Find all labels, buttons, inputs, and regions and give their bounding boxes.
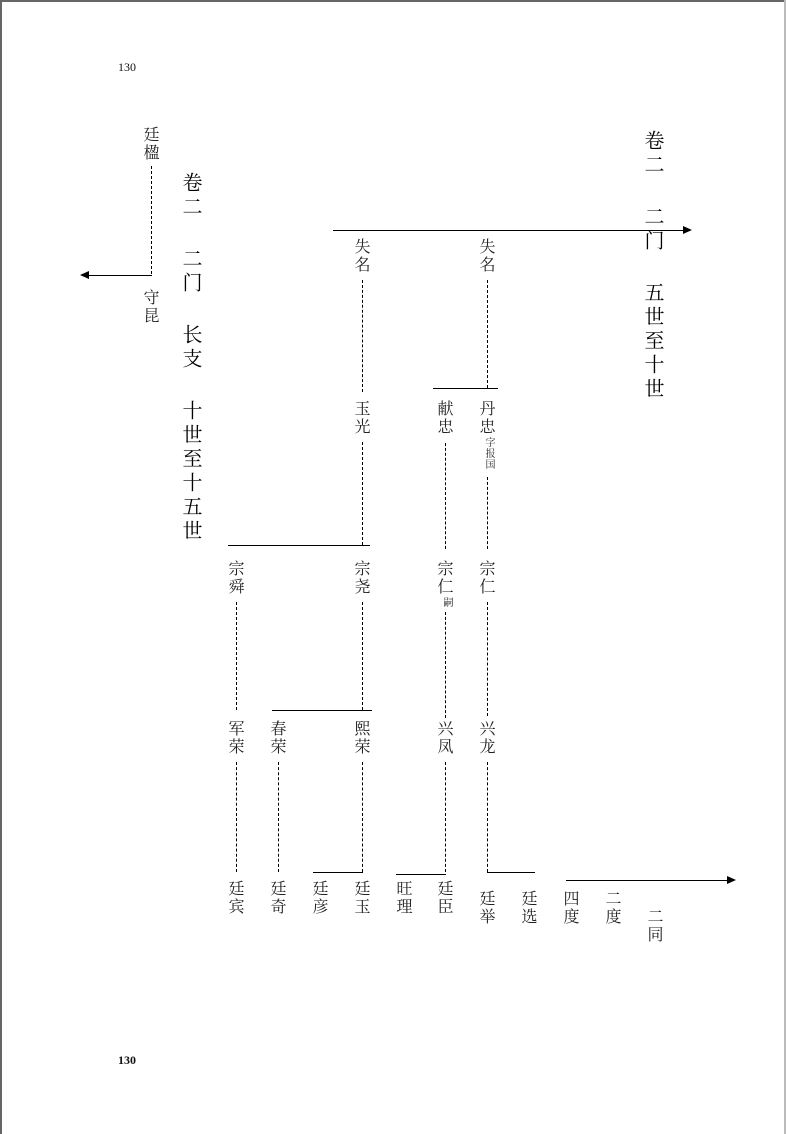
person-zongyao: 宗尧 [352,560,371,596]
section-title-left: 卷二 二门 长支 十世至十五世 [179,172,203,544]
person-zongren: 宗仁 [477,560,496,596]
person-wangli: 旺理 [394,880,413,916]
person-erdu: 二度 [603,890,622,926]
note-danzhong: 字报国 [483,437,494,470]
branch-line-xirong [313,872,363,873]
connector-chunrong [278,762,279,872]
connector-zongren [487,602,488,716]
person-zongshun: 宗舜 [226,560,245,596]
connector-zongren-si [445,612,446,718]
person-sidu: 四度 [561,890,580,926]
note-zongren-si: 嗣 [441,597,452,608]
connector-yuguang [362,442,363,545]
person-tingxuan: 廷选 [519,890,538,926]
person-tingyu: 廷玉 [352,880,371,916]
person-tingqi: 廷奇 [268,880,287,916]
person-xingfeng: 兴凤 [435,720,454,756]
connector-junrong [236,762,237,872]
page-number-bottom: 130 [118,1053,136,1067]
connector-shiming-1 [362,280,363,392]
person-shiming-1: 失名 [352,238,371,274]
person-xianzhong: 献忠 [435,400,454,436]
branch-line-yuguang [228,545,370,546]
connector-xirong [362,762,363,872]
connector-xianzhong [445,443,446,549]
person-tingying: 廷楹 [141,126,160,162]
person-junrong: 军荣 [226,720,245,756]
branch-line-xinglong [487,872,535,873]
section-title-right: 卷二 二门 五世至十世 [641,130,665,402]
connector-shiming-2 [487,280,488,388]
arrow-right-icon [683,226,692,234]
continuation-line-left [88,275,152,276]
continuation-line-top [333,230,683,231]
person-chunrong: 春荣 [268,720,287,756]
person-xinglong: 兴龙 [477,720,496,756]
person-xirong: 熙荣 [352,720,371,756]
connector-zongshun [236,602,237,710]
connector-xinglong [487,762,488,872]
person-ertong: 二同 [645,908,664,944]
connector-danzhong [487,477,488,549]
page-border-top [0,0,786,2]
person-tingju: 廷举 [477,890,496,926]
person-shiming-2: 失名 [477,238,496,274]
person-tingyan: 廷彦 [310,880,329,916]
connector-zongyao [362,602,363,710]
connector-tingying [151,166,152,274]
person-tingbin: 廷宾 [226,880,245,916]
arrow-left-icon [80,271,89,279]
person-zongren-si: 宗仁 [435,560,454,596]
branch-line-shiming-2 [433,388,498,389]
connector-xingfeng [445,762,446,872]
person-danzhong: 丹忠 [477,400,496,436]
page-border-left [0,0,2,1134]
branch-line-zongyao [272,710,372,711]
person-tingchen: 廷臣 [435,880,454,916]
person-yuguang: 玉光 [352,400,371,436]
person-shoukun: 守昆 [141,289,160,325]
page-number-top: 130 [118,60,136,74]
branch-line-xingfeng [396,874,446,875]
arrow-right-icon-bottom [727,876,736,884]
continuation-line-bottom [566,880,727,881]
